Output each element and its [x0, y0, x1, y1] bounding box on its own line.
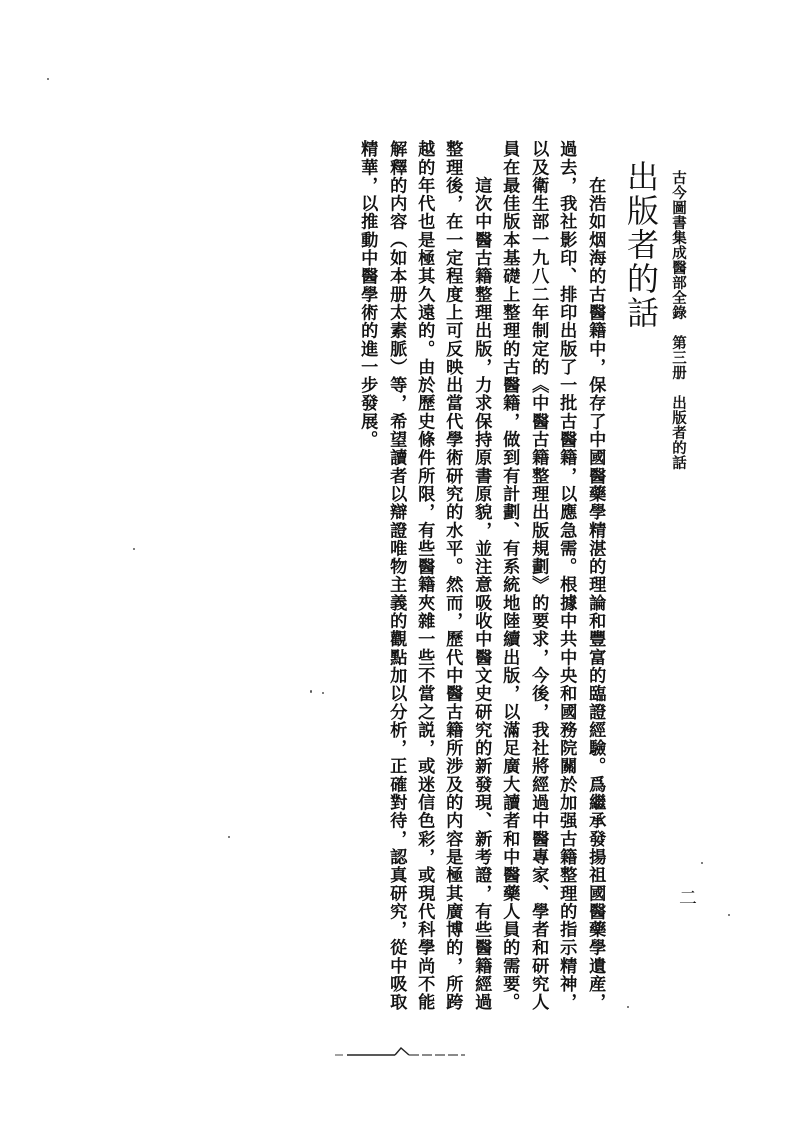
- scan-line-mark: [335, 1045, 465, 1059]
- body-column-6: 整理後，在一定程度上可反映出當代學術研究的水平。然而，歷代中醫古籍所涉及的内容是極其廣博的，所跨: [442, 140, 463, 1012]
- scan-speck: [310, 690, 312, 693]
- body-column-9: 精華，以推動中醫學術的進一步發展。: [357, 140, 378, 449]
- body-column-4: 員在最佳版本基礎上整理的古醫籍，做到有計劃、有系統地陸續出版，以滿足廣大讀者和中醫藥人員的需要。: [499, 140, 520, 1012]
- page-number: 二: [676, 888, 697, 906]
- running-head: 古今圖書集成醫部全錄 第三册 出版者的話: [670, 170, 687, 470]
- body-column-3: 以及衛生部一九八二年制定的《中醫古籍整理出版規劃》的要求，今後，我社將經過中醫專家、學者和研究人: [528, 140, 549, 1012]
- scan-speck: [133, 548, 135, 550]
- body-column-2: 過去，我社影印、排印出版了一批古醫籍，以應急需。根據中共中央和國務院關於加强古籍整理的指示精神，: [556, 140, 577, 1012]
- scan-speck: [728, 914, 730, 916]
- scan-speck: [322, 692, 324, 694]
- page-title: 出版者的話: [622, 160, 660, 330]
- body-column-7: 越的年代也是極其久遠的。由於歷史條件所限，有些醫籍夾雜一些不當之説，或迷信色彩，或現代科學尚不能: [414, 140, 435, 1012]
- scan-speck: [47, 78, 49, 80]
- body-column-8: 解釋的内容（如本册太素脈）等，希望讀者以辯證唯物主義的觀點加以分析，正確對待，認真研究，從中吸取: [386, 140, 407, 1012]
- scan-speck: [627, 1006, 629, 1008]
- scan-speck: [701, 862, 703, 864]
- scan-speck: [228, 836, 230, 838]
- body-column-5: 這次中醫古籍整理出版，力求保持原書原貌，並注意吸收中醫文史研究的新發現、新考證，有些醫籍經過: [471, 140, 492, 1012]
- body-column-1: 在浩如烟海的古醫籍中，保存了中國醫藥學精湛的理論和豐富的臨證經驗。爲繼承發揚祖國醫藥學遺産，: [585, 140, 606, 1012]
